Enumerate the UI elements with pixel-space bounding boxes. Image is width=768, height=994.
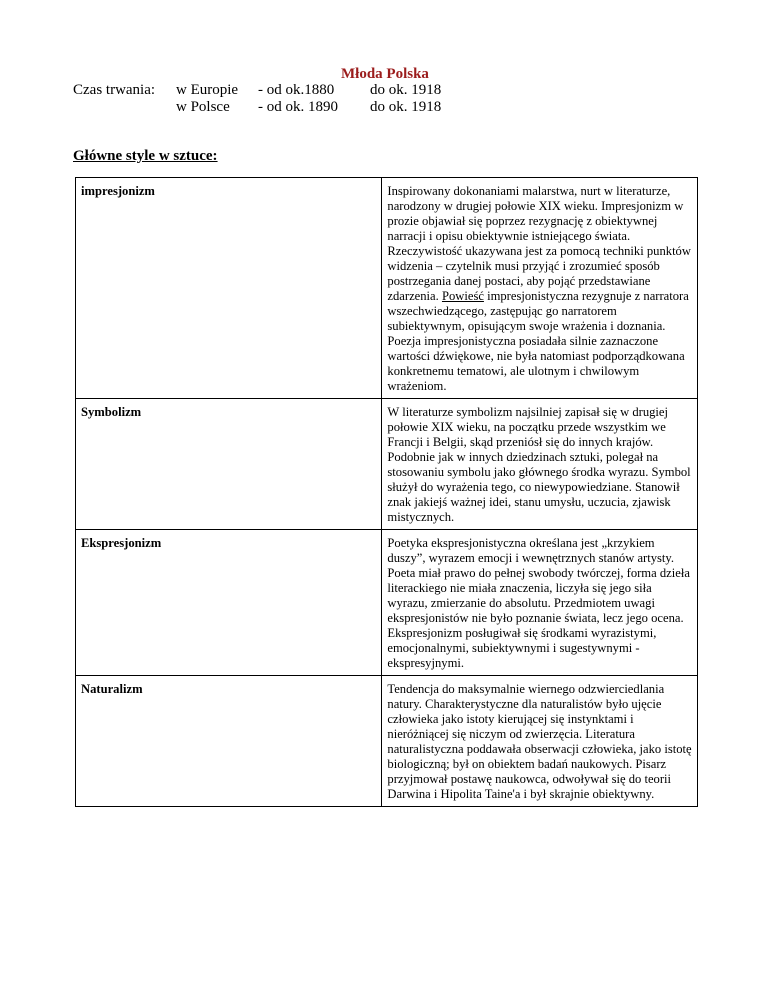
duration-from: - od ok. 1890	[258, 99, 338, 115]
table-row	[76, 530, 698, 676]
description-text: impresjonistyczna rezygnuje z narratora wszechwiedzącego, zastępując go narratorem subiektywnym, opisującym swoje wrażenia i doznania. Poezja impresjonistyczna posiadała silnie zaznaczone wartości dźwiękowe, nie była natomiast podporządkowana konkretnemu tematowi, ale ulotnym i chwilowym wrażeniom.	[387, 289, 689, 393]
styles-table	[75, 177, 698, 807]
style-name: Naturalizm	[76, 676, 382, 807]
style-name: Ekspresjonizm	[76, 530, 382, 676]
table-row	[76, 178, 698, 399]
duration-region: w Polsce	[176, 99, 230, 115]
duration-from: - od ok.1880	[258, 82, 335, 98]
table-row	[76, 676, 698, 807]
document-title: Młoda Polska	[341, 66, 429, 82]
section-heading: Główne style w sztuce:	[73, 148, 218, 164]
style-description: Tendencja do maksymalnie wiernego odzwierciedlania natury. Charakterystyczne dla naturalistów było ujęcie człowieka jako istoty kierującej się instynktami i nieróżniącej się niczym od zwierzęcia. Literatura naturalistyczna poddawała obserwacji człowieka, jako istotę biologiczną; był on obiektem badań naukowych. Pisarz przyjmował postawę naukowca, odwoływał się do teorii Darwina i Hipolita Taine'a i był skrajnie obiektywny.	[382, 676, 698, 807]
style-description: Poetyka ekspresjonistyczna określana jest „krzykiem duszy”, wyrazem emocji i wewnętrznych stanów artysty. Poeta miał prawo do pełnej swobody twórczej, forma dzieła literackiego nie miała znaczenia, liczyła się jego siła wyrazu, zmierzanie do absolutu. Przedmiotem uwagi ekspresjonistów nie było poznanie świata, lecz jego ocena. Ekspresjonizm posługiwał się środkami wyrazistymi, emocjonalnymi, subiektywnymi i sugestywnymi - ekspresyjnymi.	[382, 530, 698, 676]
duration-region: w Europie	[176, 82, 239, 98]
duration-to: do ok. 1918	[370, 99, 442, 115]
style-description	[382, 178, 698, 399]
powiesc-link[interactable]: Powieść	[441, 289, 484, 303]
style-name: impresjonizm	[76, 178, 382, 399]
duration-label: Czas trwania:	[73, 82, 156, 98]
style-description: W literaturze symbolizm najsilniej zapisał się w drugiej połowie XIX wieku, na początku przede wszystkim we Francji i Belgii, skąd przeniósł się do innych krajów. Podobnie jak w innych dziedzinach sztuki, polegał na stosowaniu symbolu jako głównego środka wyrazu. Symbol służył do wyrażenia tego, co niewypowiedziane. Stanowił znak jakiejś ważnej idei, stanu umysłu, uczucia, zjawisk mistycznych.	[382, 399, 698, 530]
duration-to: do ok. 1918	[370, 82, 442, 98]
table-row	[76, 399, 698, 530]
style-name: Symbolizm	[76, 399, 382, 530]
description-text: Inspirowany dokonaniami malarstwa, nurt w literaturze, narodzony w drugiej połowie XIX wieku. Impresjonizm w prozie objawiał się poprzez rezygnację z obiektywnej narracji i opisu obiektywnie istniejącego świata. Rzeczywistość ukazywana jest za pomocą techniki punktów widzenia – czytelnik musi przyjąć i zrozumieć sposób postrzegania danej postaci, aby pojąć przedstawiane zdarzenia.	[387, 184, 691, 303]
